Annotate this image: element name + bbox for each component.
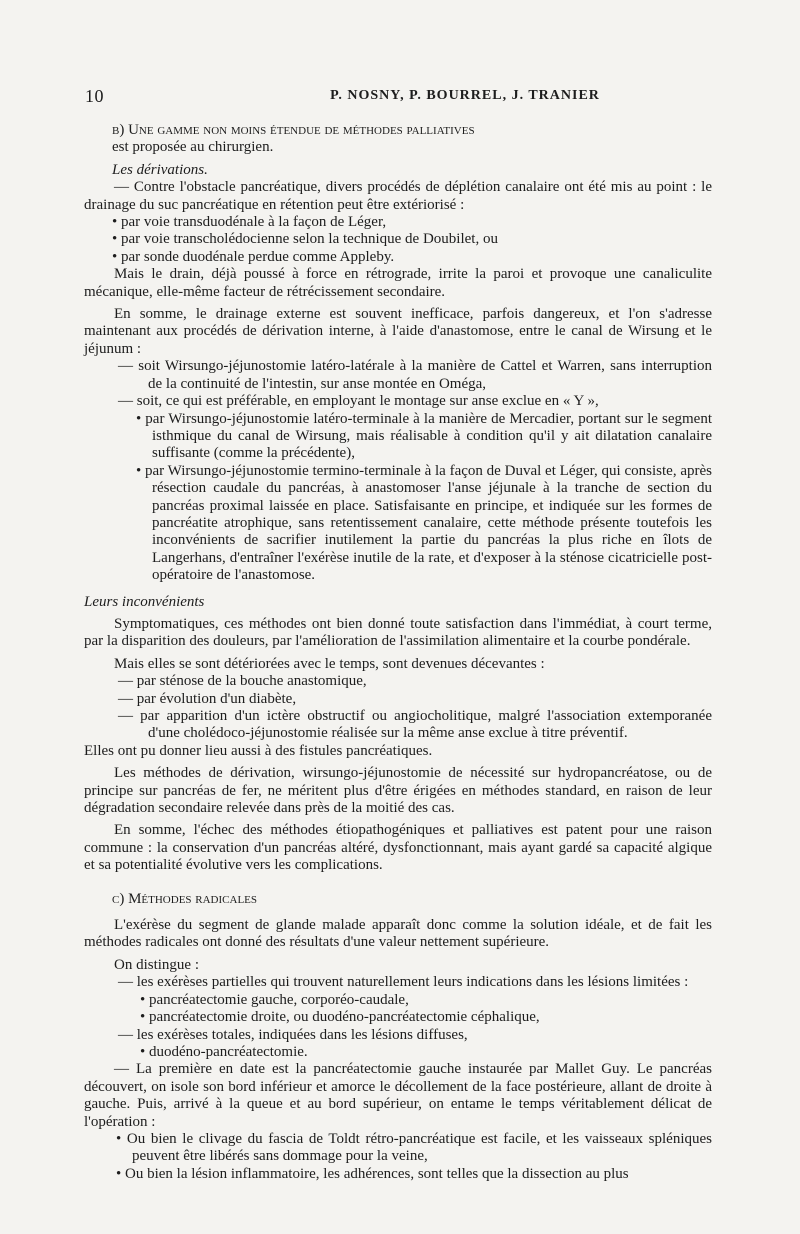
bullet-item: • par voie transcholédocienne selon la technique de Doubilet, ou: [112, 231, 498, 248]
paragraph: L'exérèse du segment de glande malade apparaît donc comme la solution idéale, et de fait les méthodes radicales ont donné des résultats d'une valeur nettement supérieure.: [84, 917, 712, 951]
section-b-intro: est proposée au chirurgien.: [112, 139, 274, 156]
bullet-item: • Ou bien la lésion inflammatoire, les adhérences, sont telles que la dissection au plus: [116, 1165, 629, 1182]
body-text: [84, 122, 712, 1183]
paragraph: Elles ont pu donner lieu aussi à des fistules pancréatiques.: [84, 742, 433, 759]
bullet-item: • pancréatectomie gauche, corporéo-caudale,: [140, 991, 409, 1008]
paragraph: Mais le drain, déjà poussé à force en rétrograde, irrite la paroi et provoque une canaliculite mécanique, elle-même facteur de rétrécissement secondaire.: [84, 266, 712, 300]
section-c-heading: c) Méthodes radicales: [112, 890, 258, 907]
paragraph: Mais elles se sont détériorées avec le temps, sont devenues décevantes :: [114, 655, 545, 672]
paragraph: Symptomatiques, ces méthodes ont bien donné toute satisfaction dans l'immédiat, à court terme, par la disparition des douleurs, par l'amélioration de l'assimilation alimentaire et la courbe pondérale.: [84, 615, 712, 650]
dash-item: — soit Wirsungo-jéjunostomie latéro-latérale à la manière de Cattel et Warren, sans interruption de la continuité de l'intestin, sur anse montée en Oméga,: [118, 358, 712, 392]
dash-item: — par sténose de la bouche anastomique,: [118, 673, 367, 690]
page-number: 10: [85, 86, 104, 106]
derivations-title: Les dérivations.: [112, 161, 208, 178]
dash-item: — soit, ce qui est préférable, en employant le montage sur anse exclue en « Y »,: [118, 393, 599, 410]
dash-item: — les exérèses totales, indiquées dans les lésions diffuses,: [118, 1026, 468, 1043]
section-b-heading: b) Une gamme non moins étendue de méthodes palliatives: [112, 122, 475, 138]
page-header: [85, 86, 715, 110]
paragraph: — La première en date est la pancréatectomie gauche instaurée par Mallet Guy. Le pancréas découvert, on isole son bord inférieur et amorce le décollement de la face postérieure, allant de droite à gauche. Puis, arrivé à la queue et au bord supérieur, on entame le temps véritablement délicat de l'opération :: [84, 1061, 712, 1130]
paragraph: Les méthodes de dérivation, wirsungo-jéjunostomie de nécessité sur hydropancréatose, ou de principe sur pancréas de fer, ne méritent plus d'être érigées en méthodes standard, en raison de leur dégradation secondaire relevée dans près de la moitié des cas.: [84, 765, 712, 817]
bullet-item: • pancréatectomie droite, ou duodéno-pancréatectomie céphalique,: [140, 1009, 540, 1026]
bullet-item: • par sonde duodénale perdue comme Appleby.: [112, 248, 395, 265]
bullet-item: • Ou bien le clivage du fascia de Toldt rétro-pancréatique est facile, et les vaisseaux spléniques peuvent être libérés sans dommage pour la veine,: [116, 1130, 712, 1165]
bullet-item: • par Wirsungo-jéjunostomie termino-terminale à la façon de Duval et Léger, qui consiste, après résection caudale du pancréas, à anastomoser l'anse jéjunale à la tranche de section du pancréas proximal laissée en place. Satisfaisante en principe, et indiquée sur les formes de pancréatite atrophique, sans retentissement canalaire, cette méthode présente toutefois les inconvénients de sacrifier inutilement la partie du pancréas la plus riche en îlots de Langerhans, d'entraîner l'exérèse inutile de la rate, et d'exposer à la sténose cicatricielle post-opératoire de l'anastomose.: [136, 462, 712, 584]
running-head: P. NOSNY, P. BOURREL, J. TRANIER: [330, 88, 600, 103]
paragraph: — Contre l'obstacle pancréatique, divers procédés de déplétion canalaire ont été mis au point : le drainage du suc pancréatique en rétention peut être extériorisé :: [84, 179, 712, 213]
inconvenients-title: Leurs inconvénients: [84, 593, 205, 610]
dash-item: — par évolution d'un diabète,: [118, 690, 297, 707]
dash-item: — par apparition d'un ictère obstructif ou angiocholitique, malgré l'association extemporanée d'une cholédoco-jéjunostomie réalisée sur la même anse exclue à titre préventif.: [118, 708, 712, 742]
bullet-item: • par Wirsungo-jéjunostomie latéro-terminale à la manière de Mercadier, portant sur le segment isthmique du canal de Wirsung, mais réalisable à condition qu'il y ait dilatation canalaire suffisante (comme la précédente),: [136, 410, 712, 462]
paragraph: En somme, l'échec des méthodes étiopathogéniques et palliatives est patent pour une raison commune : la conservation d'un pancréas altéré, dysfonctionnant, mais ayant gardé sa capacité algique et sa potentialité évolutive vers les complications.: [84, 822, 712, 874]
paragraph: On distingue :: [114, 956, 199, 973]
bullet-item: • par voie transduodénale à la façon de Léger,: [112, 214, 387, 231]
dash-item: — les exérèses partielles qui trouvent naturellement leurs indications dans les lésions limitées :: [118, 974, 689, 991]
paragraph: En somme, le drainage externe est souvent inefficace, parfois dangereux, et l'on s'adresse maintenant aux procédés de dérivation interne, à l'aide d'anastomose, entre le canal de Wirsung et le jéjunum :: [84, 306, 712, 357]
bullet-item: • duodéno-pancréatectomie.: [140, 1043, 308, 1060]
